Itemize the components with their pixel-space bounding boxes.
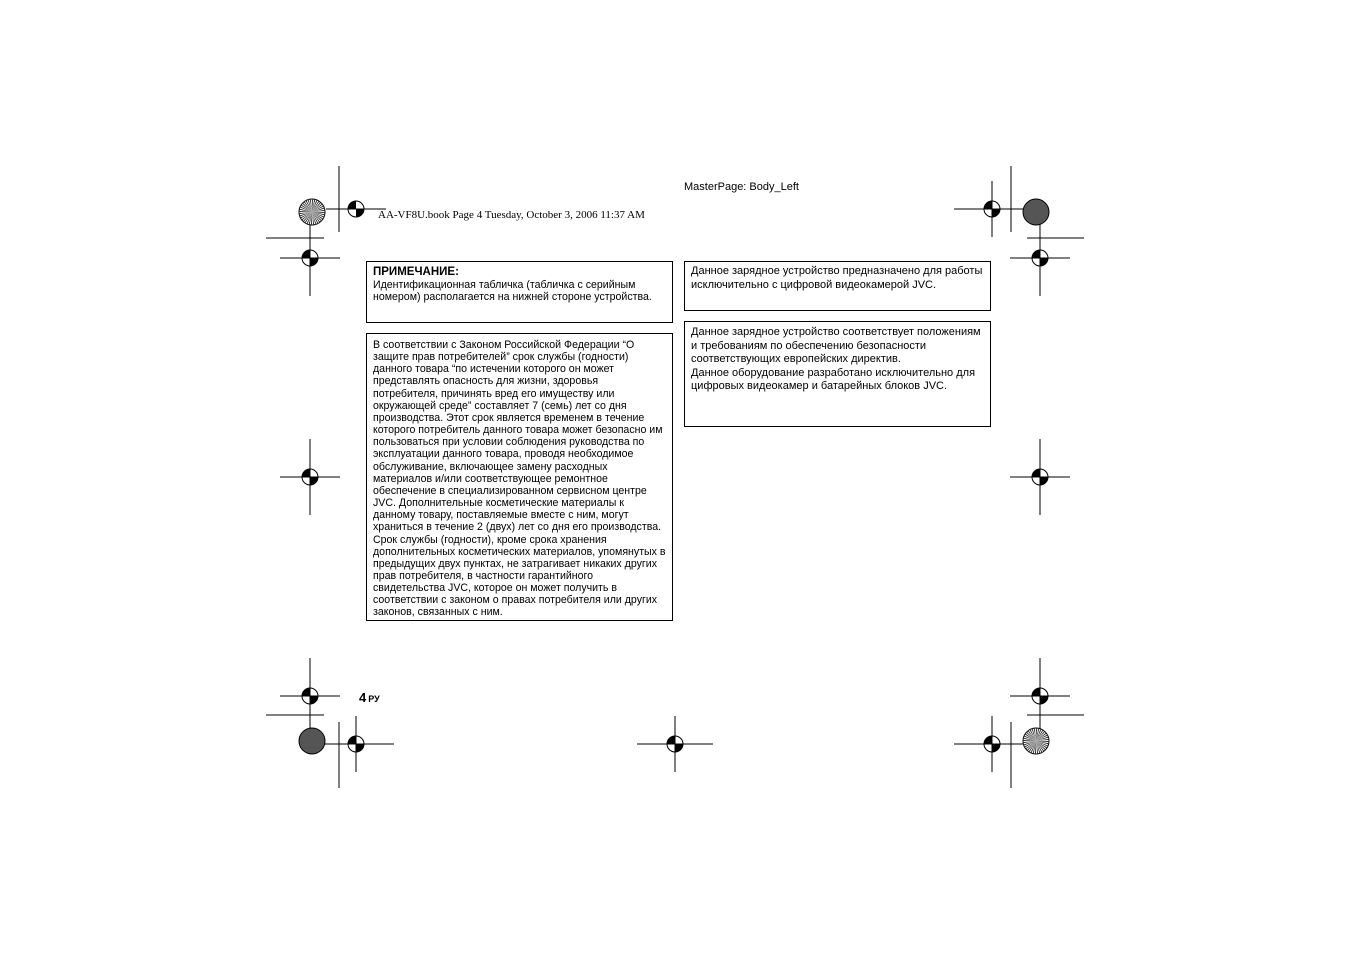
compatibility-text: Данное зарядное устройство предназначено для работы исключительно с цифровой видеокамерой JVC. [691, 265, 983, 291]
note-heading: ПРИМЕЧАНИЕ: [373, 266, 459, 278]
compliance-box [684, 321, 991, 427]
registration-mark [1010, 439, 1070, 515]
gray-target [299, 728, 325, 754]
book-info-line: AA-VF8U.book Page 4 Tuesday, October 3, 2006 11:37 AM [378, 209, 645, 221]
color-target [299, 199, 325, 225]
color-target [1023, 728, 1049, 754]
consumer-rights-box [366, 333, 673, 621]
compliance-text-1: Данное зарядное устройство соответствует положениям и требованиям по обеспечению безопасности соответствующих европейских директив. [691, 326, 981, 366]
consumer-rights-text: В соответствии с Законом Российской Федерации “О защите прав потребителей” срок службы (годности) данного товара “по истечении которого он может представлять опасность для жизни, здоровья потребителя, причинять вред его имуществу или окружающей среде” составляет 7 (семь) лет со дня производства. Этот срок является временем в течение которого потребитель данного товара может безопасно им пользоваться при условии соблюдения руководства по эксплуатации данного товара, проводя необходимое обслуживание, включающее замену расходных материалов и/или соответствующее ремонтное обеспечение в специализированном сервисном центре JVC. Дополнительные косметические материалы к данному товару, поставляемые вместе с ним, могут храниться в течение 2 (двух) лет со дня его производства. Срок службы (годности), кроме срока хранения дополнительных косметических материалов, упомянутых в предыдущих двух пунктах, не затрагивает никаких других прав потребителя, в частности гарантийного свидетельства JVC, которое он может получить в соответствии с законом о правах потребителя или других законов, связанных с ним. [373, 339, 666, 619]
registration-mark [1010, 658, 1070, 734]
registration-mark [954, 181, 1030, 237]
registration-mark [318, 716, 394, 772]
registration-mark [280, 439, 340, 515]
note-box [366, 261, 673, 323]
master-page-label: MasterPage: Body_Left [684, 181, 799, 193]
registration-mark [326, 201, 386, 217]
registration-mark [280, 658, 340, 734]
note-text: Идентификационная табличка (табличка с серийным номером) располагается на нижней стороне устройства. [373, 279, 652, 304]
compliance-text-2: Данное оборудование разработано исключительно для цифровых видеокамер и батарейных блоков JVC. [691, 366, 976, 393]
page-number-value: 4 [359, 690, 367, 705]
compatibility-box [684, 261, 991, 311]
page-language: РУ [368, 694, 380, 704]
gray-target [1023, 199, 1049, 225]
registration-mark [280, 220, 340, 296]
registration-mark [637, 716, 713, 772]
registration-mark [954, 716, 1030, 772]
registration-mark [1010, 220, 1070, 296]
page-number [359, 690, 380, 705]
